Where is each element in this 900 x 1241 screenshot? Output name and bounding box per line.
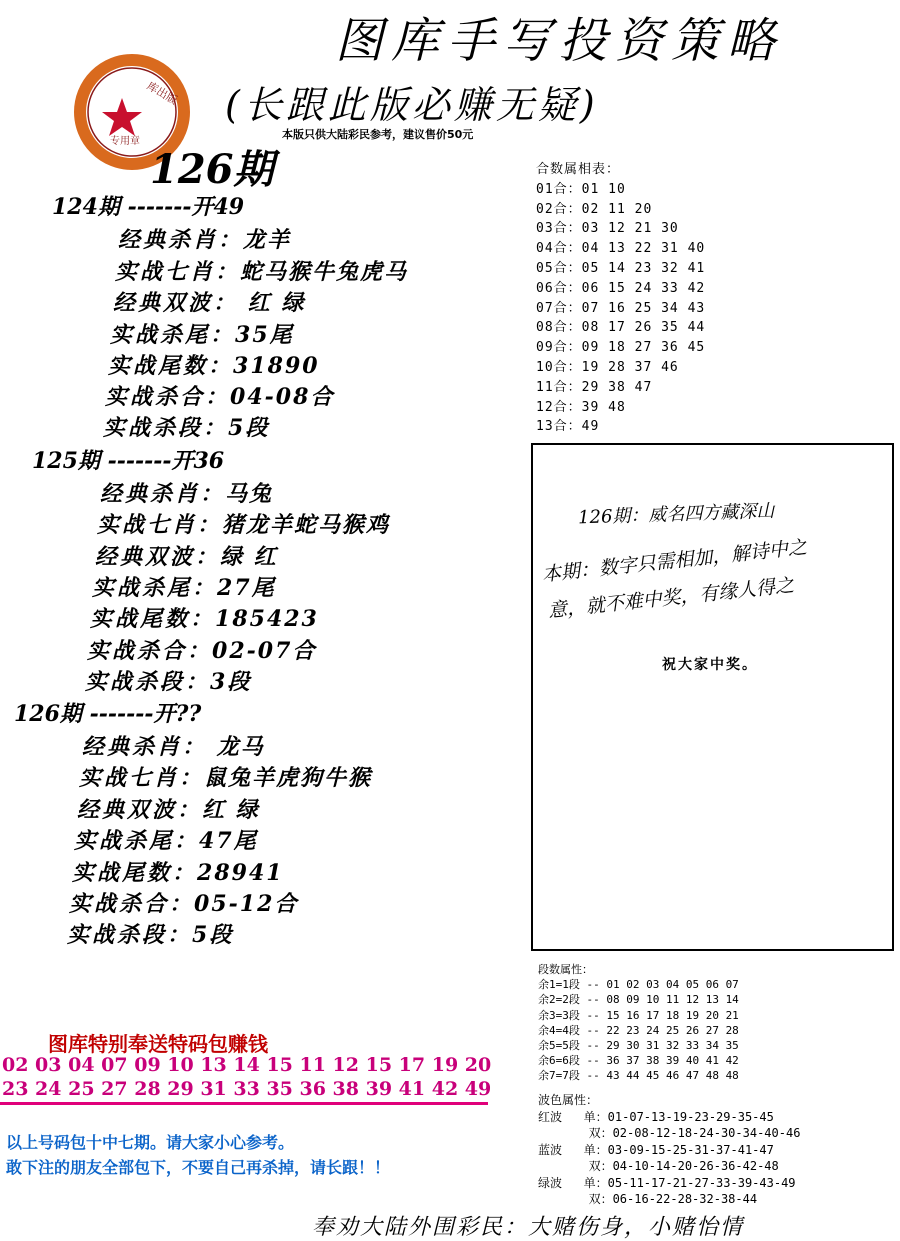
promo-note: 敢下注的朋友全部包下，不要自己再杀掉，请长跟！！ bbox=[6, 1158, 391, 1177]
row-value: 04-08合 bbox=[230, 384, 335, 410]
issue-row bbox=[77, 793, 260, 824]
row-value: 龙马 bbox=[207, 734, 265, 760]
row-value: 28941 bbox=[197, 860, 284, 886]
row-label: 实战杀合： bbox=[87, 638, 213, 664]
issue-header: 125期 -------开36 bbox=[32, 448, 225, 474]
row-label: 实战杀尾： bbox=[110, 322, 236, 348]
table-row: 绿波 单：05-11-17-21-27-33-39-43-49 bbox=[538, 1175, 796, 1190]
footer-advice: 奉劝大陆外围彩民：大赌伤身，小赌怡情 bbox=[312, 1215, 745, 1240]
table-row: 12合：39 48 bbox=[536, 399, 626, 415]
row-label: 经典杀肖： bbox=[118, 227, 244, 253]
issue-row bbox=[115, 255, 408, 286]
poem-line: 126期：威名四方藏深山 bbox=[577, 500, 775, 529]
row-label: 实战尾数： bbox=[90, 606, 216, 632]
table-row: 11合：29 38 47 bbox=[536, 379, 653, 395]
issue-row bbox=[97, 508, 390, 539]
table-row: 07合：07 16 25 34 43 bbox=[536, 300, 706, 316]
row-value: 鼠兔羊虎狗牛猴 bbox=[204, 765, 373, 791]
table-row: 红波 单：01-07-13-19-23-29-35-45 bbox=[538, 1109, 774, 1124]
poem-line: 本期：数字只需相加，解诗中之 bbox=[541, 536, 808, 586]
issue-row bbox=[79, 761, 372, 792]
row-label: 实战杀合： bbox=[69, 891, 195, 917]
issue-row bbox=[67, 918, 233, 949]
promo-divider bbox=[0, 1102, 488, 1105]
promo-numbers: 23 24 25 27 28 29 31 33 35 36 38 39 41 42 49 bbox=[2, 1078, 492, 1100]
row-value: 47尾 bbox=[199, 828, 258, 854]
row-value: 红 绿 bbox=[238, 290, 306, 316]
table-row: 余3=3段 -- 15 16 17 18 19 20 21 bbox=[538, 1008, 739, 1022]
issue-row bbox=[108, 349, 320, 380]
poem-line: 意，就不难中奖，有缘人得之 bbox=[547, 574, 795, 622]
table-row: 13合：49 bbox=[536, 419, 600, 435]
issue-row bbox=[72, 856, 284, 887]
table-row: 09合：09 18 27 36 45 bbox=[536, 340, 706, 356]
table-row: 10合：19 28 37 46 bbox=[536, 359, 679, 375]
table-row: 05合：05 14 23 32 41 bbox=[536, 260, 706, 276]
table-row: 余7=7段 -- 43 44 45 46 47 48 48 bbox=[538, 1069, 739, 1083]
table-row: 双：02-08-12-18-24-30-34-40-46 bbox=[538, 1126, 801, 1140]
row-value: 02-07合 bbox=[212, 638, 317, 664]
table-title: 波色属性： bbox=[538, 1093, 599, 1107]
issue-header: 126期 -------开?? bbox=[14, 701, 202, 727]
table-title: 段数属性： bbox=[538, 963, 593, 976]
row-label: 实战杀段： bbox=[85, 669, 211, 695]
page-title: 图库手写投资策略 bbox=[335, 13, 784, 69]
promo-note: 以上号码包十中七期。请大家小心参考。 bbox=[6, 1133, 295, 1152]
stamp-text-bottom: 专用章 bbox=[110, 136, 140, 147]
table-row: 03合：03 12 21 30 bbox=[536, 221, 679, 237]
table-row: 蓝波 单：03-09-15-25-31-37-41-47 bbox=[538, 1142, 774, 1157]
price-notice: 本版只供大陆彩民参考，建议售价50元 bbox=[282, 128, 474, 141]
table-row: 余6=6段 -- 36 37 38 39 40 41 42 bbox=[538, 1054, 739, 1068]
row-label: 实战尾数： bbox=[72, 860, 198, 886]
table-row: 双：04-10-14-20-26-36-42-48 bbox=[538, 1159, 779, 1173]
row-value: 蛇马猴牛兔虎马 bbox=[240, 259, 409, 285]
issue-row bbox=[105, 380, 334, 411]
row-value: 绿 红 bbox=[220, 544, 278, 570]
table-row: 01合：01 10 bbox=[536, 181, 626, 197]
issue-row bbox=[82, 730, 265, 761]
poem-wish: 祝大家中奖。 bbox=[662, 657, 758, 673]
row-value: 猪龙羊蛇马猴鸡 bbox=[222, 512, 391, 538]
table-row: 02合：02 11 20 bbox=[536, 201, 653, 217]
promo-numbers: 02 03 04 07 09 10 13 14 15 11 12 15 17 19 20 bbox=[2, 1054, 492, 1076]
issue-row bbox=[92, 571, 276, 602]
table-row: 08合：08 17 26 35 44 bbox=[536, 320, 706, 336]
row-label: 实战七肖： bbox=[97, 512, 223, 538]
row-value: 185423 bbox=[215, 606, 319, 632]
wave-color-table bbox=[538, 1092, 800, 1208]
issue-row bbox=[85, 665, 251, 696]
row-value: 31890 bbox=[233, 353, 320, 379]
issue-row bbox=[118, 223, 291, 254]
issue-row bbox=[90, 602, 319, 633]
row-label: 经典双波： bbox=[77, 797, 203, 823]
issue-row bbox=[95, 540, 278, 571]
table-row: 06合：06 15 24 33 42 bbox=[536, 280, 706, 296]
promo-title: 图库特别奉送特码包赚钱 bbox=[48, 1032, 268, 1056]
issue-row bbox=[69, 887, 298, 918]
issue-row bbox=[87, 634, 316, 665]
row-label: 经典双波： bbox=[113, 290, 239, 316]
row-value: 马兔 bbox=[225, 481, 274, 507]
page-subtitle: (长跟此版必赚无疑) bbox=[225, 83, 599, 127]
stamp-text-top: 库出版 bbox=[144, 79, 180, 108]
row-label: 实战杀合： bbox=[105, 384, 231, 410]
row-label: 实战七肖： bbox=[79, 765, 205, 791]
row-label: 经典双波： bbox=[95, 544, 221, 570]
row-value: 5段 bbox=[228, 415, 270, 441]
row-label: 实战尾数： bbox=[108, 353, 234, 379]
row-value: 龙羊 bbox=[243, 227, 292, 253]
row-label: 实战杀段： bbox=[103, 415, 229, 441]
row-label: 经典杀肖： bbox=[100, 481, 226, 507]
row-label: 实战七肖： bbox=[115, 259, 241, 285]
table-row: 余2=2段 -- 08 09 10 11 12 13 14 bbox=[538, 993, 739, 1007]
row-value: 35尾 bbox=[235, 322, 294, 348]
table-title: 合数属相表： bbox=[536, 162, 621, 177]
row-value: 3段 bbox=[210, 669, 252, 695]
row-value: 27尾 bbox=[217, 575, 276, 601]
table-row: 04合：04 13 22 31 40 bbox=[536, 241, 706, 257]
issue-row bbox=[100, 477, 273, 508]
issue-row bbox=[74, 824, 258, 855]
row-label: 实战杀尾： bbox=[92, 575, 218, 601]
row-value: 05-12合 bbox=[194, 891, 299, 917]
row-label: 实战杀段： bbox=[67, 922, 193, 948]
row-value: 5段 bbox=[192, 922, 234, 948]
table-row: 余1=1段 -- 01 02 03 04 05 06 07 bbox=[538, 978, 739, 992]
table-row: 余5=5段 -- 29 30 31 32 33 34 35 bbox=[538, 1039, 739, 1053]
issue-header: 124期 -------开49 bbox=[52, 194, 245, 220]
row-label: 经典杀肖： bbox=[82, 734, 208, 760]
table-row: 余4=4段 -- 22 23 24 25 26 27 28 bbox=[538, 1023, 739, 1037]
row-label: 实战杀尾： bbox=[74, 828, 200, 854]
row-value: 红 绿 bbox=[202, 797, 260, 823]
issue-row bbox=[110, 318, 294, 349]
he-number-table bbox=[536, 160, 705, 437]
table-row: 双：06-16-22-28-32-38-44 bbox=[538, 1192, 758, 1206]
issue-row bbox=[103, 411, 269, 442]
segment-table bbox=[538, 962, 739, 1084]
current-issue: 126期 bbox=[150, 146, 274, 193]
issue-row bbox=[113, 286, 305, 317]
